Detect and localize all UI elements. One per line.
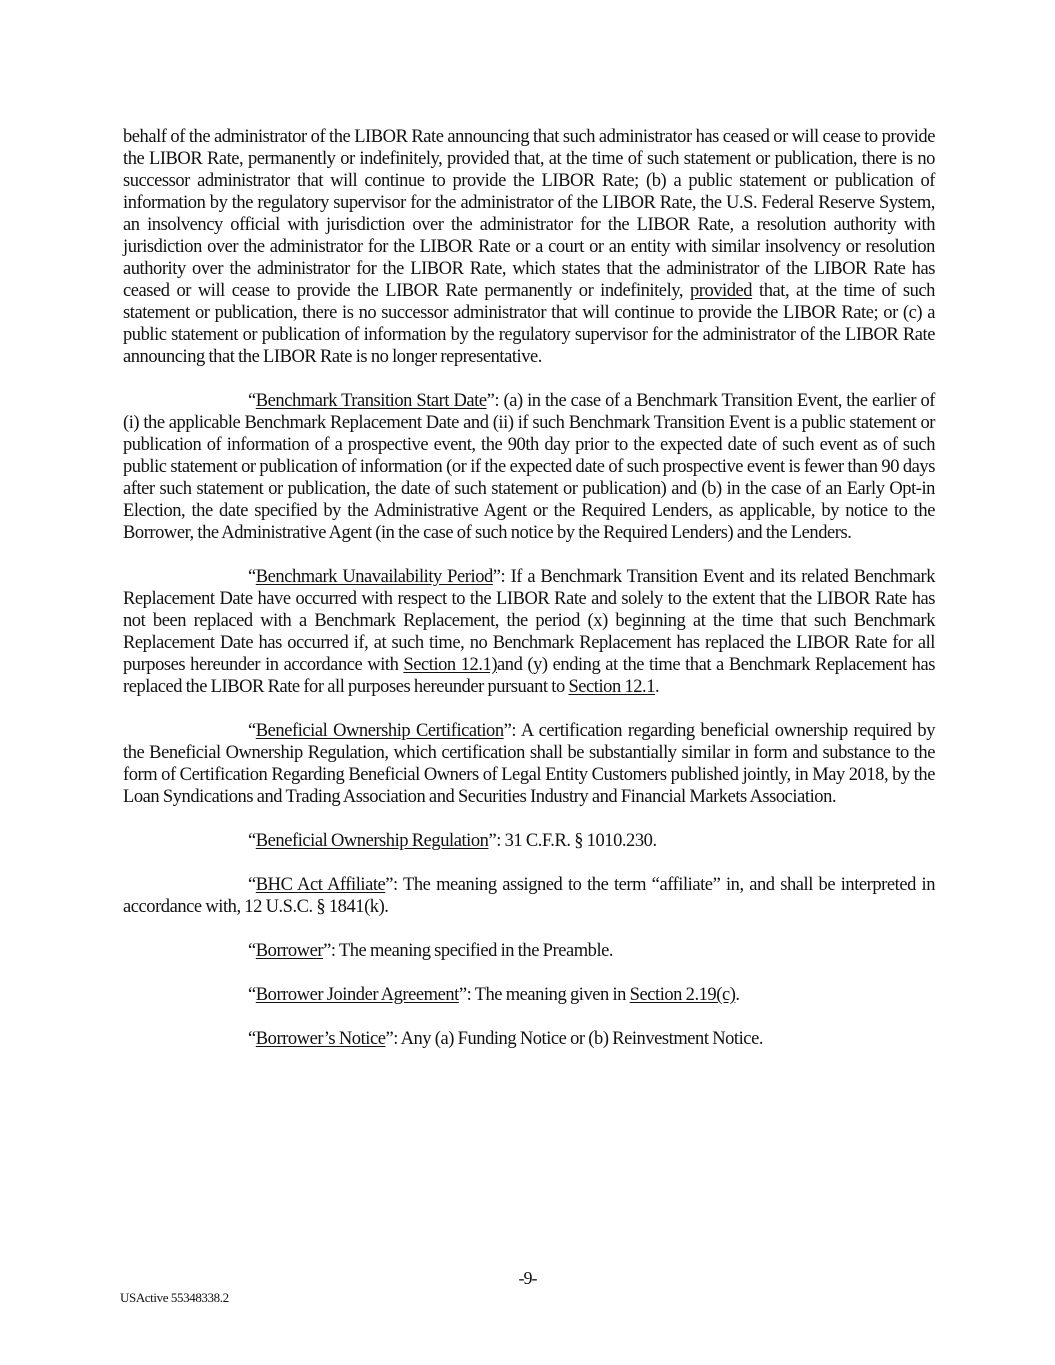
definition-paragraph	[123, 984, 935, 1006]
underlined-term: Section 2.19(c)	[629, 985, 736, 1005]
paragraph-text: and (y) ending at the time that a Benchmark Replacement has replaced the LIBOR Rate for all purposes hereunder pursuant to	[123, 655, 935, 697]
definition-paragraph	[123, 830, 935, 852]
paragraph-text: ”: 31 C.F.R. § 1010.230.	[488, 831, 657, 851]
definition-paragraph	[123, 874, 935, 918]
definition-paragraph	[123, 720, 935, 808]
paragraph-text: ”: (a) in the case of a Benchmark Transition Event, the earlier of (i) the applicable Benchmark Replacement Date and (ii) if such Benchmark Transition Event is a public statement or publication of information of a prospective event, the 90th day prior to the expected date of such event as of such public statement or publication of information (or if the expected date of such prospective event is fewer than 90 days after such statement or publication, the date of such statement or publication) and (b) in the case of an Early Opt-in Election, the date specified by the Administrative Agent or the Required Lenders, as applicable, by notice to the Borrower, the Administrative Agent (in the case of such notice by the Required Lenders) and the Lenders.	[123, 391, 935, 543]
page-number: -9-	[518, 1268, 537, 1288]
paragraph-text: “	[248, 391, 256, 411]
paragraph-text: ”: Any (a) Funding Notice or (b) Reinvestment Notice.	[385, 1029, 763, 1049]
paragraph-continuation	[123, 126, 935, 368]
paragraph-text: .	[735, 985, 740, 1005]
definition-paragraph	[123, 390, 935, 544]
paragraph-text: ”: The meaning assigned to the term “affiliate” in, and shall be interpreted in accordance with, 12 U.S.C. § 1841(k).	[123, 875, 935, 917]
paragraph-text: “	[248, 831, 256, 851]
paragraph-text: ”: The meaning specified in the Preamble.	[323, 941, 614, 961]
paragraph-text: “	[248, 941, 256, 961]
paragraph-text: “	[248, 985, 256, 1005]
underlined-term: Benchmark Unavailability Period	[255, 567, 493, 587]
underlined-term: BHC Act Affiliate	[255, 875, 386, 895]
underlined-term: Beneficial Ownership Certification	[255, 721, 504, 741]
underlined-term: Section 12.1	[568, 677, 656, 697]
underlined-term: Borrower Joinder Agreement	[255, 985, 459, 1005]
underlined-term: Beneficial Ownership Regulation	[255, 831, 489, 851]
underlined-term: Borrower’s Notice	[255, 1029, 386, 1049]
definition-paragraph	[123, 1028, 935, 1050]
definition-paragraph	[123, 940, 935, 962]
underlined-term: Section 12.1)	[403, 655, 498, 675]
underlined-term: provided	[689, 281, 753, 301]
paragraph-text: “	[248, 875, 256, 895]
underlined-term: Borrower	[255, 941, 324, 961]
paragraph-text: .	[655, 677, 660, 697]
paragraph-text: “	[248, 567, 256, 587]
document-body	[123, 126, 935, 1072]
paragraph-text: ”: A certification regarding beneficial ownership required by the Beneficial Ownership Regulation, which certification shall be substantially similar in form and substance to the form of Certification Regarding Beneficial Owners of Legal Entity Customers published jointly, in May 2018, by the Loan Syndications and Trading Association and Securities Industry and Financial Markets Association.	[123, 721, 935, 807]
paragraph-text: “	[248, 1029, 256, 1049]
paragraph-text: “	[248, 721, 256, 741]
document-id: USActive 55348338.2	[120, 1290, 229, 1305]
paragraph-text: that, at the time of such statement or publication, there is no successor administrator that will continue to provide the LIBOR Rate; or (c) a public statement or publication of information by the regulatory supervisor for the administrator of the LIBOR Rate announcing that the LIBOR Rate is no longer representative.	[123, 281, 935, 367]
paragraph-text: ”: The meaning given in	[458, 985, 630, 1005]
paragraph-text: behalf of the administrator of the LIBOR Rate announcing that such administrator has ceased or will cease to provide the LIBOR Rate, permanently or indefinitely, provided that, at the time of such statement or publication, there is no successor administrator that will continue to provide the LIBOR Rate; (b) a public statement or publication of information by the regulatory supervisor for the administrator of the LIBOR Rate, the U.S. Federal Reserve System, an insolvency official with jurisdiction over the administrator for the LIBOR Rate, a resolution authority with jurisdiction over the administrator for the LIBOR Rate or a court or an entity with similar insolvency or resolution authority over the administrator for the LIBOR Rate, which states that the administrator of the LIBOR Rate has ceased or will cease to provide the LIBOR Rate permanently or indefinitely,	[123, 127, 935, 301]
paragraph-text: ”: If a Benchmark Transition Event and its related Benchmark Replacement Date have occurred with respect to the LIBOR Rate and solely to the extent that the LIBOR Rate has not been replaced with a Benchmark Replacement, the period (x) beginning at the time that such Benchmark Replacement Date has occurred if, at such time, no Benchmark Replacement has replaced the LIBOR Rate for all purposes hereunder in accordance with	[123, 567, 935, 675]
definition-paragraph	[123, 566, 935, 698]
underlined-term: Benchmark Transition Start Date	[255, 391, 487, 411]
